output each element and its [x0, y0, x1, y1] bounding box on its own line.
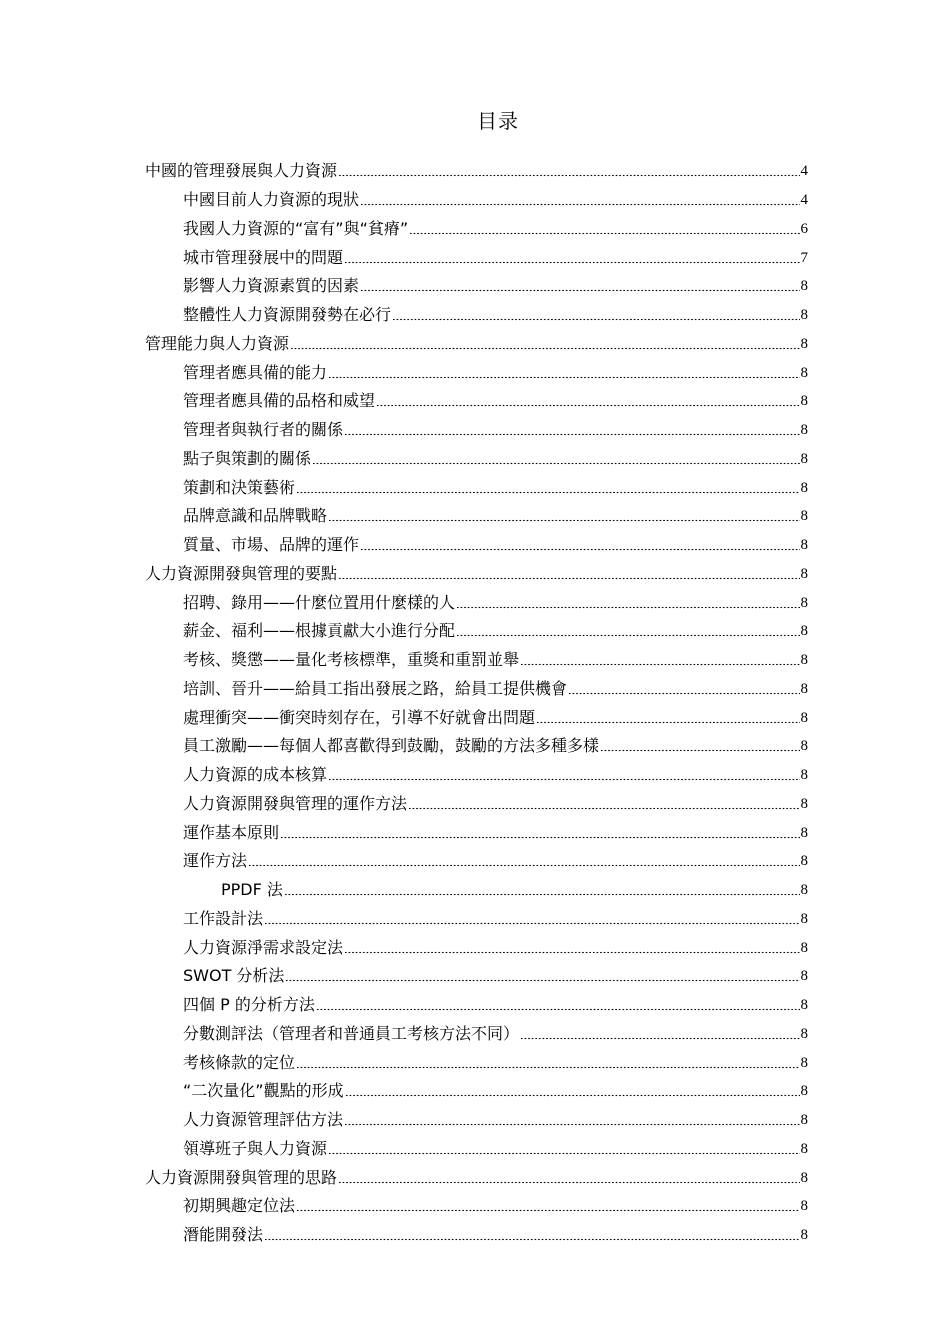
toc-page-number: 8 [800, 652, 808, 669]
toc-entry-text: 處理衝突——衝突時刻存在，引導不好就會出問題 [183, 707, 536, 727]
toc-page-number: 8 [800, 853, 808, 870]
toc-dot-leader [360, 535, 799, 555]
toc-page-number: 8 [800, 1054, 808, 1071]
toc-title: 目录 [477, 109, 519, 133]
toc-entry[interactable] [145, 473, 808, 502]
toc-page-number: 8 [800, 537, 808, 554]
toc-dot-leader [328, 765, 799, 785]
toc-entry-text: 考核條款的定位 [183, 1052, 296, 1072]
toc-dot-leader [328, 363, 799, 383]
toc-dot-leader [568, 679, 799, 699]
toc-entry[interactable] [145, 531, 808, 560]
toc-entry[interactable] [145, 243, 808, 272]
toc-page-number: 8 [800, 1025, 808, 1042]
toc-entry[interactable] [145, 215, 808, 244]
toc-entry[interactable] [145, 905, 808, 934]
toc-entry-text: 員工激勵——每個人都喜歡得到鼓勵，鼓勵的方法多種多樣 [183, 736, 600, 756]
toc-entry-text: 我國人力資源的“富有”與“貧瘠” [183, 218, 409, 238]
toc-entry-text: 人力資源管理評估方法 [183, 1110, 344, 1130]
toc-dot-leader [392, 305, 799, 325]
toc-dot-leader [290, 334, 799, 354]
toc-list [145, 157, 808, 1250]
toc-dot-leader [409, 219, 799, 239]
toc-page-number: 8 [800, 939, 808, 956]
toc-page-number: 6 [800, 220, 808, 237]
toc-entry[interactable] [145, 1192, 808, 1221]
toc-entry-text: 薪金、福利——根據貢獻大小進行分配 [183, 621, 456, 641]
toc-page-number: 8 [800, 1140, 808, 1157]
toc-dot-leader [264, 909, 799, 929]
toc-dot-leader [338, 564, 799, 584]
toc-entry[interactable] [145, 732, 808, 761]
toc-entry[interactable] [145, 847, 808, 876]
toc-entry-text: 培訓、晉升——給員工指出發展之路，給員工提供機會 [183, 678, 568, 698]
toc-page-number: 4 [800, 192, 808, 209]
toc-entry[interactable] [145, 1020, 808, 1049]
toc-entry[interactable] [145, 1135, 808, 1164]
toc-dot-leader [248, 851, 799, 871]
toc-dot-leader [328, 506, 799, 526]
toc-page-number: 8 [800, 680, 808, 697]
toc-dot-leader [296, 1196, 799, 1216]
toc-entry-text: 四個 P 的分析方法 [183, 995, 315, 1015]
toc-entry-text: 管理者與執行者的關係 [183, 420, 344, 440]
toc-entry-text: 點子與策劃的關係 [183, 448, 312, 468]
toc-entry[interactable] [145, 675, 808, 704]
toc-dot-leader [312, 449, 799, 469]
toc-page-number: 8 [800, 623, 808, 640]
toc-page-number: 8 [800, 364, 808, 381]
toc-entry-text: 城市管理發展中的問題 [183, 247, 344, 267]
toc-entry[interactable] [145, 1077, 808, 1106]
toc-entry-text: 整體性人力資源開發勢在必行 [183, 305, 392, 325]
toc-page-number: 8 [800, 709, 808, 726]
toc-page-number: 8 [800, 1227, 808, 1244]
toc-entry[interactable] [145, 991, 808, 1020]
toc-entry[interactable] [145, 301, 808, 330]
toc-page-number: 8 [800, 335, 808, 352]
toc-entry-text: 人力資源開發與管理的要點 [145, 563, 338, 583]
toc-dot-leader [296, 1053, 799, 1073]
toc-dot-leader [360, 190, 799, 210]
toc-dot-leader [328, 1139, 799, 1159]
toc-entry[interactable] [145, 1221, 808, 1250]
toc-entry[interactable] [145, 502, 808, 531]
toc-page-number: 8 [800, 479, 808, 496]
toc-page-number: 8 [800, 1169, 808, 1186]
toc-entry-text: 初期興趣定位法 [183, 1196, 296, 1216]
toc-dot-leader [456, 621, 799, 641]
toc-entry-text: 人力資源開發與管理的運作方法 [183, 793, 408, 813]
toc-entry[interactable] [145, 560, 808, 589]
toc-page-number: 8 [800, 508, 808, 525]
toc-page-number: 4 [800, 163, 808, 180]
toc-page-number: 8 [800, 307, 808, 324]
toc-entry-text: 中國目前人力資源的現狀 [183, 190, 360, 210]
toc-entry-text: 人力資源淨需求設定法 [183, 937, 344, 957]
toc-entry[interactable] [145, 761, 808, 790]
toc-dot-leader [285, 966, 799, 986]
toc-dot-leader [344, 248, 799, 268]
toc-page-number: 8 [800, 738, 808, 755]
toc-entry[interactable] [145, 416, 808, 445]
toc-entry-text: 潛能開發法 [183, 1225, 264, 1245]
toc-page-number: 8 [800, 1112, 808, 1129]
toc-entry-text: 品牌意識和品牌戰略 [183, 506, 328, 526]
toc-page-number: 8 [800, 910, 808, 927]
toc-page-number: 8 [800, 997, 808, 1014]
toc-entry-text: 管理能力與人力資源 [145, 333, 290, 353]
toc-dot-leader [280, 823, 799, 843]
toc-page-number: 8 [800, 882, 808, 899]
toc-entry[interactable] [145, 790, 808, 819]
toc-entry[interactable] [145, 1048, 808, 1077]
toc-dot-leader [296, 478, 799, 498]
toc-dot-leader [408, 794, 799, 814]
toc-entry[interactable] [145, 272, 808, 301]
toc-entry[interactable] [145, 157, 808, 186]
toc-entry-text: 領導班子與人力資源 [183, 1138, 328, 1158]
toc-page-number: 8 [800, 278, 808, 295]
toc-entry-text: 人力資源的成本核算 [183, 765, 328, 785]
toc-entry-text: 分數測評法（管理者和普通員工考核方法不同） [183, 1023, 520, 1043]
toc-page-number: 8 [800, 795, 808, 812]
toc-page-number: 8 [800, 1198, 808, 1215]
toc-entry[interactable] [145, 962, 808, 991]
toc-entry[interactable] [145, 703, 808, 732]
toc-dot-leader [520, 1024, 799, 1044]
toc-entry-text: 考核、獎懲——量化考核標準，重獎和重罰並舉 [183, 650, 520, 670]
toc-entry-text: 質量、市場、品牌的運作 [183, 535, 360, 555]
toc-dot-leader [338, 1168, 799, 1188]
toc-page-number: 8 [800, 1083, 808, 1100]
toc-page-number: 8 [800, 393, 808, 410]
toc-page-number: 8 [800, 450, 808, 467]
toc-entry-text: 人力資源開發與管理的思路 [145, 1167, 338, 1187]
toc-entry[interactable] [145, 1106, 808, 1135]
toc-page-number: 8 [800, 594, 808, 611]
toc-entry[interactable] [145, 1163, 808, 1192]
toc-entry-text: SWOT 分析法 [183, 966, 285, 986]
toc-entry-text: 工作設計法 [183, 908, 264, 928]
toc-entry-text: 管理者應具備的品格和威望 [183, 391, 376, 411]
toc-dot-leader [316, 995, 800, 1015]
toc-entry-text: 管理者應具備的能力 [183, 362, 328, 382]
toc-entry-text: 影響人力資源素質的因素 [183, 276, 360, 296]
toc-entry[interactable] [145, 358, 808, 387]
toc-dot-leader [376, 391, 799, 411]
toc-entry[interactable] [145, 617, 808, 646]
toc-dot-leader [338, 161, 799, 181]
toc-dot-leader [456, 593, 799, 613]
toc-dot-leader [345, 1081, 800, 1101]
toc-entry[interactable] [145, 330, 808, 359]
toc-entry-text: “二次量化”觀點的形成 [183, 1081, 344, 1101]
toc-page-number: 8 [800, 767, 808, 784]
toc-dot-leader [344, 1110, 799, 1130]
toc-page-number: 8 [800, 422, 808, 439]
toc-dot-leader [520, 650, 799, 670]
toc-entry[interactable] [145, 876, 808, 905]
toc-entry[interactable] [145, 186, 808, 215]
toc-entry[interactable] [145, 933, 808, 962]
toc-page-number: 7 [800, 249, 808, 266]
toc-entry-text: PPDF 法 [221, 880, 283, 900]
toc-dot-leader [344, 938, 799, 958]
toc-entry-text: 中國的管理發展與人力資源 [145, 161, 338, 181]
toc-entry-text: 招聘、錄用——什麼位置用什麼樣的人 [183, 592, 456, 612]
toc-dot-leader [344, 420, 799, 440]
toc-page-number: 8 [800, 968, 808, 985]
toc-page-number: 8 [800, 824, 808, 841]
toc-dot-leader [360, 276, 799, 296]
toc-dot-leader [284, 880, 800, 900]
toc-entry[interactable] [145, 818, 808, 847]
toc-entry-text: 運作基本原則 [183, 822, 280, 842]
toc-dot-leader [264, 1225, 799, 1245]
toc-entry[interactable] [145, 387, 808, 416]
toc-entry[interactable] [145, 445, 808, 474]
toc-entry-text: 運作方法 [183, 851, 248, 871]
toc-dot-leader [536, 708, 799, 728]
toc-entry[interactable] [145, 646, 808, 675]
toc-page-number: 8 [800, 565, 808, 582]
toc-entry-text: 策劃和決策藝術 [183, 477, 296, 497]
toc-dot-leader [600, 736, 799, 756]
toc-entry[interactable] [145, 588, 808, 617]
